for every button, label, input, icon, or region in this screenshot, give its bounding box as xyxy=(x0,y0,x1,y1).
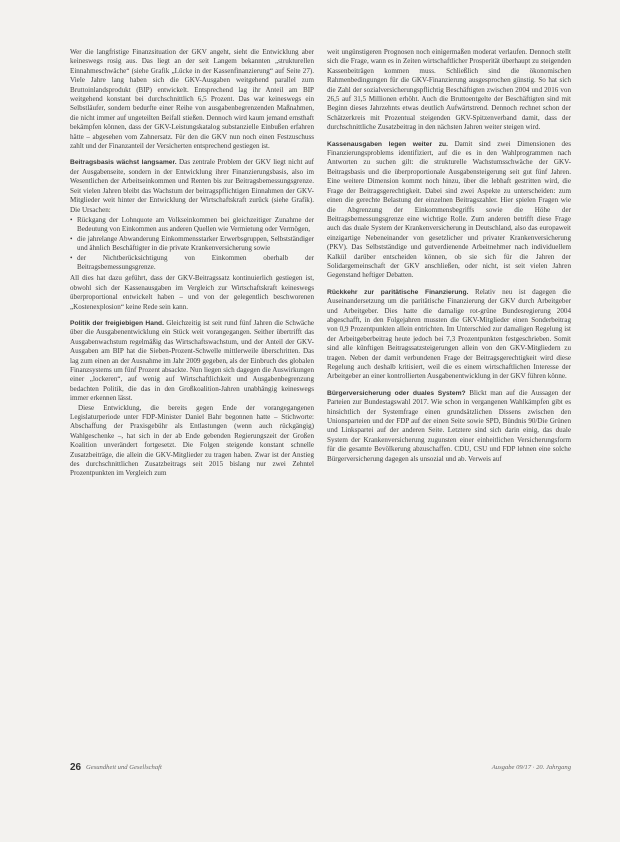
paragraph xyxy=(70,319,314,404)
paragraph-body: Gleichzeitig ist seit rund fünf Jahren die Schwäche über die Ausgabenentwicklung ein Stück weit vorangegangen. Seither übertrifft das Ausgabenwachstum regelmäßig das Wirtschaftswachstum, und der Anteil der GKV-Ausgaben am BIP hat die Sieben-Prozent-Schwelle mittlerweile überschritten. Das lag zum einen an der Ausnahme im Jahr 2009 gegeben, als der Einbruch des globalen Finanzsystems um fünf Prozent absackte. Nun liegen sich dagegen die Auswirkungen einer „lockeren“, auf wenig auf Wirtschaftlichkeit und Ausgabenbegrenzung bedachten Politik, die das in den Großkoalition-Jahren unabhängig keineswegs immer erkennen lässt. xyxy=(70,318,315,403)
paragraph-body: Blickt man auf die Aussagen der Parteien zur Bundestagswahl 2017. Wie schon in vergangenen Wahlkämpfen gibt es hinsichtlich der Systemfrage einen grundsätzlichen Dissens zwischen den Unionsparteien und der FDP auf der einen Seite sowie SPD, Bündnis 90/Die Grünen und Linkspartei auf der anderen Seite. Letztere sind sich darin einig, das duale System der Krankenversicherung zugunsten einer einheitlichen Versicherungsform für die gesamte Bevölkerung abzuschaffen. CDU, CSU und FDP lehnen eine solche Bürgerversicherung dagegen als unsozial und ab. Verweis auf xyxy=(327,388,571,463)
paragraph: All dies hat dazu geführt, dass der GKV-Beitragssatz kontinuierlich gestiegen ist, obwohl sich der Kassenausgaben im Vergleich zur Wirtschaftskraft keineswegs überproportional entwickelt haben – und von der gelegentlich beschworenen „Kostenexplosion“ keine Rede sein kann. xyxy=(70,274,314,311)
paragraph-lead: Beitragsbasis wächst langsamer. xyxy=(70,159,177,167)
section-title: Gesundheit und Gesellschaft xyxy=(86,764,162,771)
bullet-item: • der Nichtberücksichtigung von Einkommen oberhalb der Beitragsbemessungsgrenze. xyxy=(70,254,314,273)
left-column xyxy=(70,48,314,486)
paragraph-body: Relativ neu ist dagegen die Auseinandersetzung um die paritätische Finanzierung der GKV durch Arbeitgeber und Arbeitgeber. Dies hatte die damalige rot-grüne Bundesregierung 2004 abgeschafft, in den Folgejahren mussten die GKV-Mitglieder einen Sonderbeitrag von 0,9 Prozentpunkten allein entrichten. Im Unterschied zur damaligen Regelung ist der Arbeitgeberbeitrag heute jedoch bei 7,3 Prozentpunkten festgeschrieben. Somit sind alle künftigen Beitragssatzsteigerungen allein von den GKV-Mitgliedern zu tragen. Neben der damit verbundenen Frage der Beitragsgerechtigkeit wird diese Regelung auch deshalb kritisiert, weil die es einem wirtschaftlichen Interesse der Arbeitgeber an einer kontrollierten Ausgabenentwicklung in der GKV führen könne. xyxy=(327,287,572,381)
paragraph-lead: Politik der freigiebigen Hand. xyxy=(70,319,164,327)
paragraph-body: Damit sind zwei Dimensionen des Finanzierungsproblems identifiziert, auf die es in den Wahlprogrammen nach Antworten zu suchen gilt: die strukturelle Wachstumsschwäche der GKV-Beitragsbasis und die überproportionale Ausgabensteigerung seit gut fünf Jahren. Eine weitere Dimension kommt noch hinzu, über die lebhaft gestritten wird, die Frage der Beitragsgerechtigkeit. Dabei sind zwei Aspekte zu unterscheiden: zum einen die gerechte Belastung der einzelnen Beitragszahler. Hier spielen Fragen wie die Abgrenzung der Einkommensbegriffs sowie die Höhe der Beitragsbemessungsgrenze eine wichtige Rolle. Zum anderen betrifft diese Frage auch das duale System der Krankenversicherung in Deutschland, also das europaweit einzigartige Nebeneinander von gesetzlicher und privater Krankenversicherung (PKV). Das Selbstständige und gutverdienende Arbeitnehmer nach individuellem Kalkül darüber entscheiden können, ob sie sich für die Jahren der Solidargemeinschaft der GKV anschließen, oder nicht, ist seit vielen Jahren Gegenstand heftiger Debatten. xyxy=(327,139,571,280)
paragraph-lead: Bürgerversicherung oder duales System? xyxy=(327,389,466,397)
paragraph xyxy=(327,288,571,382)
paragraph: Diese Entwicklung, die bereits gegen Ende der vorangegangenen Legislaturperiode unter FDP-Minister Daniel Bahr begonnen hatte – Stichworte: Abschaffung der Praxisgebühr als Entlastungen (wenn auch rückgängig) Wahlgeschenke –, hat sich in der ab Ende gebenden Regierungszeit der Großen Koalition unverändert fortgesetzt. Die Folgen steigende konstant schnelle Zusatzbeiträge, die allein die GKV-Mitglieder zu tragen haben. Zwar ist der Anstieg des durchschnittlichen Zusatzbeitrags seit 2015 bislang nur zwei Zehntel Prozentpunkten im Vergleich zum xyxy=(70,403,314,478)
page-number: 26 xyxy=(70,762,82,773)
paragraph xyxy=(327,140,571,281)
paragraph-lead: Rückkehr zur paritätische Finanzierung. xyxy=(327,288,469,296)
paragraph-lead: Kassenausgaben legen weiter zu. xyxy=(327,140,448,148)
paragraph-body: Das zentrale Problem der GKV liegt nicht auf der Ausgabenseite, sondern in der Entwicklung ihrer Finanzierungsbasis, also im Wesentlichen der Arbeitseinkommen und Renten bis zur Beitragsbemessungsgrenze. Seit vielen Jahren bleibt das Wachstum der beitragspflichtigen Einnahmen der GKV-Mitglieder weit hinter der Entwicklung der Wirtschaftskraft zurück (siehe Grafik). Die Ursachen: xyxy=(70,158,314,214)
page-footer xyxy=(70,762,571,774)
issue-info: Ausgabe 09/17 · 20. Jahrgang xyxy=(491,764,571,771)
right-column xyxy=(327,48,571,471)
bullet-item: • Rückgang der Lohnquote am Volkseinkommen bei gleichzeitiger Zunahme der Bedeutung von Einkommen aus anderen Quellen wie Vermietung oder Vermögen, xyxy=(70,216,314,235)
bullet-list xyxy=(70,216,314,272)
paragraph xyxy=(70,158,314,214)
paragraph: Wer die langfristige Finanzsituation der GKV angeht, sieht die Entwicklung aber keineswegs rosig aus. Das liegt an der seit Langem bekannten „strukturellen Einnahmeschwäche“ (siehe Grafik „Lücke in der Kassenfinanzierung“ auf Seite 27). Viele Jahre lang haben sich die GKV-Ausgaben weitgehend parallel zum Bruttoinlandsprodukt (BIP) entwickelt. Entsprechend lag ihr Anteil am BIP weitgehend konstant bei durchschnittlich 6,5 Prozent. Das war keineswegs ein Selbstläufer, sondern bedurfte einer Reihe von ausgabenbegrenzenden Maßnahmen, die nicht immer auf ungeteilten Beifall stießen. Dennoch wird kaum jemand ernsthaft bekämpfen können, dass der GKV-Leistungskatalog substanzielle Einbußen erfahren hätte – abgesehen vom Zahnersatz. Für den die GKV nun noch einen Festzuschuss zahlt und der Finanzanteil der Versicherten entsprechend gestiegen ist. xyxy=(70,48,314,151)
bullet-item: • die jahrelange Abwanderung Einkommensstarker Erwerbsgruppen, Selbstständiger und ähnlich Beschäftigter in die private Krankenversicherung sowie xyxy=(70,235,314,254)
paragraph: weit ungünstigeren Prognosen noch einigermaßen moderat verlaufen. Dennoch stellt sich die Frage, wann es in Zeiten wirtschaftlicher Prosperität überhaupt zu steigenden Kassenbeiträgen kommen muss. Schließlich sind die ökonomischen Rahmenbedingungen für die GKV-Finanzierung ausgesprochen günstig. So hat sich die Zahl der sozialversicherungspflichtig Beschäftigten zwischen 2004 und 2016 von 26,5 auf 31,5 Millionen erhöht. Auch die Bruttoentgelte der Beschäftigten sind mit Beginn dieses Jahrzehnts etwas deutlich Aufwärtstrend. Dennoch rechnet schon der Schätzerkreis mit Prozentual steigenden GKV-Spitzenverband damit, dass der durchschnittliche Zusatzbeitrag in den nächsten Jahren weiter steigen wird. xyxy=(327,48,571,132)
paragraph xyxy=(327,389,571,464)
